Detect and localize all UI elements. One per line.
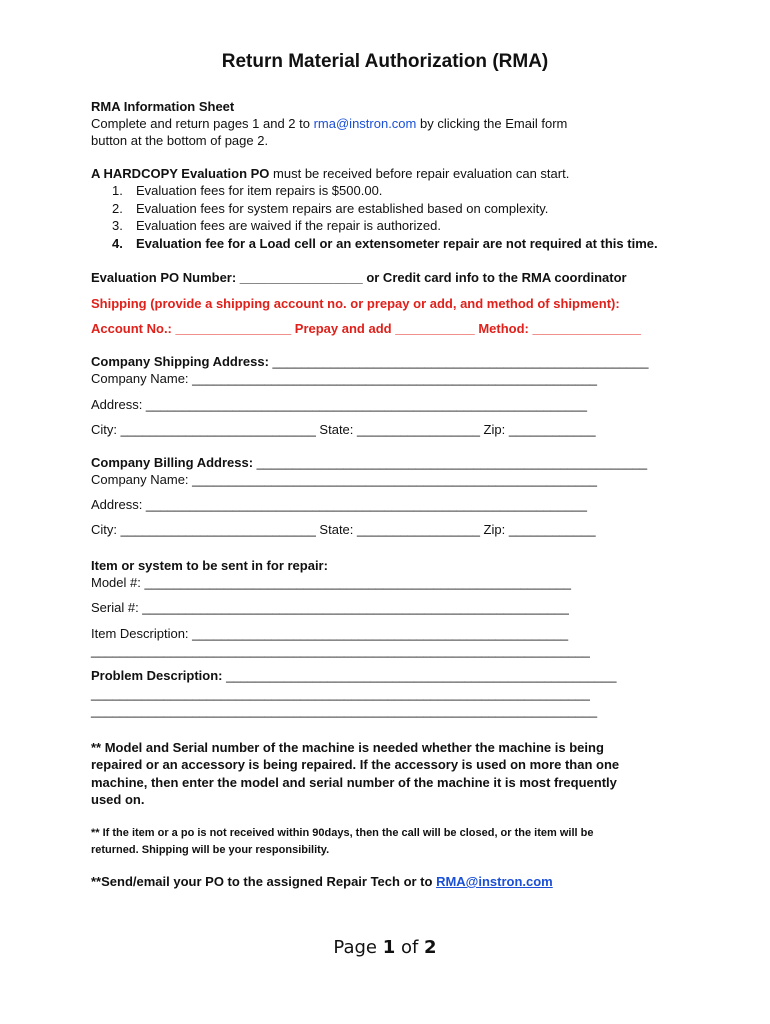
fee-item xyxy=(112,183,382,199)
billing-address-label: Company Billing Address: xyxy=(91,455,254,470)
item-description-continuation[interactable]: _____________________________________________________________________ xyxy=(91,643,590,658)
fee-text: Evaluation fees for item repairs is $500.00. xyxy=(136,183,383,198)
intro-line-1 xyxy=(91,116,567,132)
page-prefix: Page xyxy=(333,937,383,958)
shipping-city-state-zip-field[interactable]: City: ___________________________ State: _________________ Zip: ____________ xyxy=(91,422,596,437)
page-of: of xyxy=(395,937,425,958)
model-serial-note-line: machine, then enter the model and serial number of the machine it is most frequently xyxy=(91,775,617,790)
model-serial-note-line: ** Model and Serial number of the machine is needed whether the machine is being xyxy=(91,740,604,755)
fee-number: 2. xyxy=(112,201,123,216)
hardcopy-requirement xyxy=(91,166,569,182)
total-pages: 2 xyxy=(424,937,437,958)
send-po-instruction xyxy=(91,874,553,890)
shipping-account-fields[interactable]: Account No.: ________________ Prepay and add ___________ Method: _______________ xyxy=(91,321,641,336)
fee-number: 1. xyxy=(112,183,123,198)
intro-text-post: by clicking the Email form xyxy=(416,116,568,131)
intro-text-pre: Complete and return pages 1 and 2 to xyxy=(91,116,314,131)
problem-description-line-3[interactable]: ______________________________________________________________________ xyxy=(91,703,598,718)
shipping-address-line[interactable]: ____________________________________________________ xyxy=(268,354,649,369)
hardcopy-bold: A HARDCOPY Evaluation PO xyxy=(91,166,270,181)
rma-email-link[interactable]: rma@instron.com xyxy=(313,116,417,131)
item-section-label: Item or system to be sent in for repair: xyxy=(91,558,328,573)
fee-text: Evaluation fees are waived if the repair is authorized. xyxy=(136,218,441,233)
fee-number: 3. xyxy=(112,218,123,233)
billing-city-state-zip-field[interactable]: City: ___________________________ State: _________________ Zip: ____________ xyxy=(91,522,596,537)
billing-address-field[interactable] xyxy=(91,455,647,471)
shipping-instructions: Shipping (provide a shipping account no. or prepay or add, and method of shipment): xyxy=(91,296,620,311)
problem-description-line-2[interactable]: _____________________________________________________________________ xyxy=(91,686,590,701)
rma-email-link-bottom[interactable]: RMA@instron.com xyxy=(436,874,553,889)
hardcopy-rest: must be received before repair evaluation can start. xyxy=(269,166,570,181)
problem-description-field[interactable] xyxy=(91,668,617,684)
ninety-days-note-line: returned. Shipping will be your responsibility. xyxy=(91,844,330,856)
fee-item xyxy=(112,236,658,252)
fee-number: 4. xyxy=(112,236,123,251)
fee-item xyxy=(112,201,548,217)
billing-address-line-field[interactable]: Address: _____________________________________________________________ xyxy=(91,497,587,512)
problem-description-line[interactable]: ______________________________________________________ xyxy=(222,668,617,683)
page-number xyxy=(0,937,770,959)
shipping-company-name-field[interactable]: Company Name: ________________________________________________________ xyxy=(91,371,598,386)
billing-address-line[interactable]: ______________________________________________________ xyxy=(253,455,648,470)
problem-description-label: Problem Description: xyxy=(91,668,223,683)
item-description-field[interactable]: Item Description: ____________________________________________________ xyxy=(91,626,569,641)
serial-number-field[interactable]: Serial #: ___________________________________________________________ xyxy=(91,600,569,615)
fee-text: Evaluation fees for system repairs are established based on complexity. xyxy=(136,201,549,216)
billing-company-name-field[interactable]: Company Name: ________________________________________________________ xyxy=(91,472,598,487)
ninety-days-note-line: ** If the item or a po is not received within 90days, then the call will be closed, or the item will be xyxy=(91,827,594,839)
evaluation-po-field[interactable]: Evaluation PO Number: _________________ or Credit card info to the RMA coordinator xyxy=(91,270,627,285)
info-sheet-heading: RMA Information Sheet xyxy=(91,99,235,114)
model-number-field[interactable]: Model #: ___________________________________________________________ xyxy=(91,575,572,590)
fee-item xyxy=(112,218,441,234)
model-serial-note-line: repaired or an accessory is being repaired. If the accessory is used on more than one xyxy=(91,757,620,772)
model-serial-note-line: used on. xyxy=(91,792,145,807)
fee-text: Evaluation fee for a Load cell or an extensometer repair are not required at this time. xyxy=(136,236,658,251)
shipping-address-label: Company Shipping Address: xyxy=(91,354,269,369)
shipping-address-field[interactable] xyxy=(91,354,649,370)
send-po-text: **Send/email your PO to the assigned Repair Tech or to xyxy=(91,874,437,889)
document-title: Return Material Authorization (RMA) xyxy=(221,51,549,72)
shipping-address-line-field[interactable]: Address: _____________________________________________________________ xyxy=(91,397,587,412)
intro-line-2: button at the bottom of page 2. xyxy=(91,133,269,148)
current-page: 1 xyxy=(382,937,396,958)
